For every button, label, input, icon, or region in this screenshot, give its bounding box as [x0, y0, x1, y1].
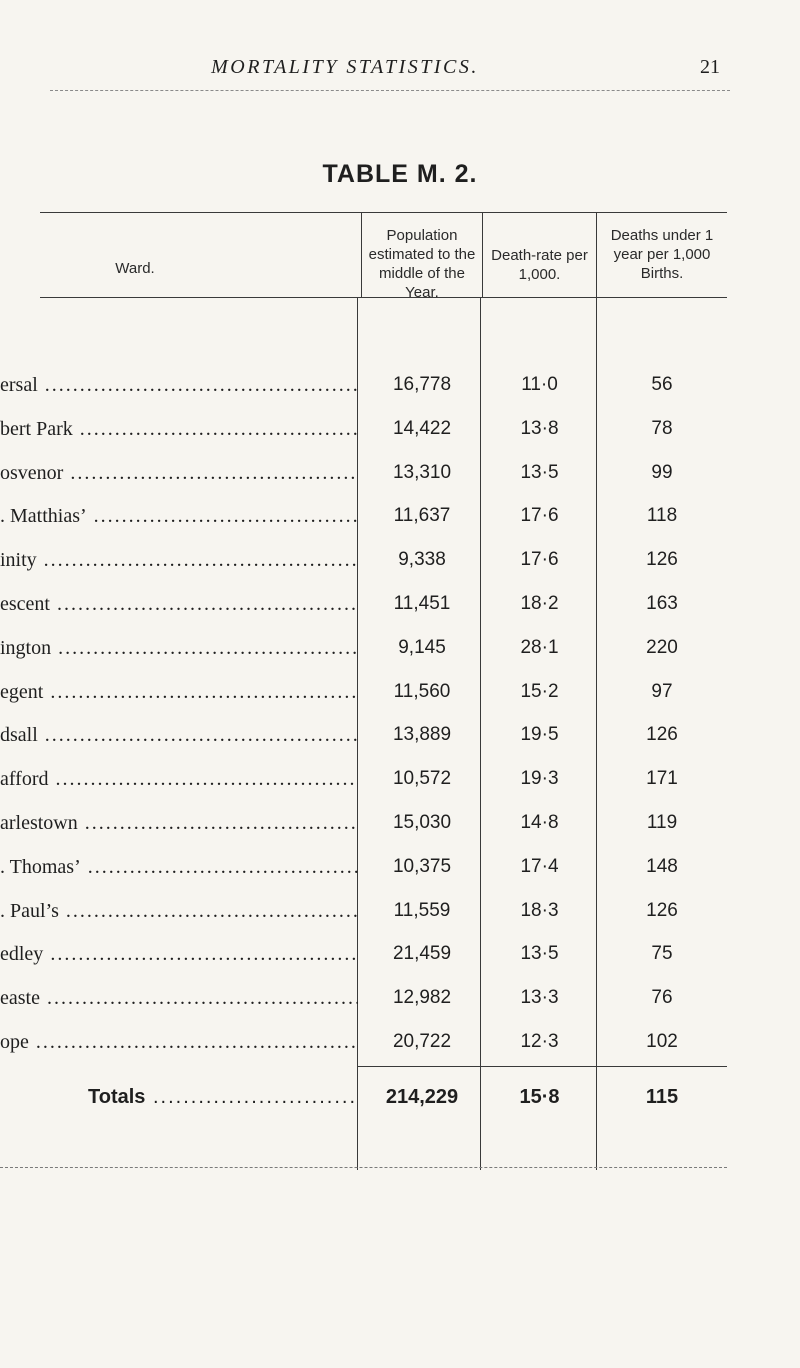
ward-name: osvenor ..... [0, 462, 358, 485]
infant-deaths-cell: 75 [651, 943, 673, 965]
population-cell: 9,338 [398, 549, 446, 571]
table-row [0, 462, 800, 502]
table-row [0, 505, 800, 545]
population-cell: 10,375 [392, 855, 452, 877]
totals-population: 214,229 [385, 1086, 459, 1108]
table-row [0, 856, 800, 896]
column-header-death-rate: Death-rate per 1,000. [491, 247, 588, 283]
death-rate-cell: 17·6 [520, 549, 559, 571]
table-row [0, 374, 800, 414]
totals-death-rate: 15·8 [519, 1086, 560, 1108]
death-rate-cell: 19·5 [520, 724, 559, 746]
death-rate-cell: 13·5 [520, 461, 559, 483]
running-title: MORTALITY STATISTICS. [211, 56, 479, 78]
population-cell: 9,145 [398, 636, 446, 658]
death-rate-cell: 11·0 [521, 374, 558, 395]
death-rate-cell: 12·3 [520, 1031, 559, 1052]
infant-deaths-cell: 56 [651, 374, 673, 395]
table-row [0, 593, 800, 633]
death-rate-cell: 19·3 [520, 768, 559, 790]
table-row [0, 637, 800, 677]
infant-deaths-cell: 148 [646, 855, 678, 877]
table-row [0, 681, 800, 721]
column-header-ward: Ward. [115, 260, 155, 277]
ward-name: easte ..... [0, 987, 358, 1010]
infant-deaths-cell: 171 [646, 768, 678, 790]
infant-deaths-cell: 119 [646, 812, 678, 833]
population-cell: 13,310 [392, 461, 452, 483]
infant-deaths-cell: 102 [646, 1031, 678, 1052]
totals-row [0, 1086, 800, 1126]
population-cell: 15,030 [392, 812, 452, 833]
death-rate-cell: 15·2 [520, 680, 559, 702]
death-rate-cell: 17·4 [520, 855, 559, 877]
table-row [0, 1031, 800, 1071]
ward-name: afford ..... [0, 768, 358, 791]
death-rate-cell: 13·3 [520, 987, 559, 1009]
population-cell: 11,637 [393, 505, 451, 527]
population-cell: 11,560 [393, 680, 451, 702]
table-row [0, 768, 800, 808]
infant-deaths-cell: 78 [651, 417, 673, 439]
table-bottom-rule [0, 1167, 727, 1168]
ward-name: . Matthias’ ..... [0, 505, 358, 528]
ward-name: bert Park ..... [0, 418, 358, 441]
ward-name: dsall ..... [0, 724, 358, 747]
population-cell: 14,422 [392, 417, 452, 439]
population-cell: 16,778 [392, 374, 452, 395]
totals-infant-deaths: 115 [645, 1086, 679, 1108]
table-row [0, 549, 800, 589]
infant-deaths-cell: 163 [646, 593, 678, 614]
ward-name: edley ..... [0, 943, 358, 966]
column-header-infant-deaths: Deaths under 1 year per 1,000 Births. [610, 227, 714, 282]
ward-name: ington ..... [0, 637, 358, 660]
population-cell: 21,459 [392, 943, 452, 965]
infant-deaths-cell: 126 [646, 724, 678, 746]
death-rate-cell: 18·2 [520, 593, 559, 614]
death-rate-cell: 13·8 [520, 417, 559, 439]
header-rule [50, 90, 730, 91]
ward-name: escent ..... [0, 593, 358, 616]
infant-deaths-cell: 76 [651, 987, 673, 1009]
table-top-rule [40, 212, 727, 213]
ward-name: ope ..... [0, 1031, 358, 1054]
infant-deaths-cell: 99 [651, 461, 673, 483]
infant-deaths-cell: 126 [646, 899, 678, 921]
death-rate-cell: 14·8 [520, 812, 559, 833]
totals-label: Totals ..... [88, 1086, 358, 1109]
ward-name: ersal ..... [0, 374, 358, 397]
ward-name: egent ..... [0, 681, 358, 704]
ward-name: . Thomas’ ..... [0, 856, 358, 879]
infant-deaths-cell: 118 [646, 505, 678, 527]
ward-name: arlestown ..... [0, 812, 358, 835]
page-number: 21 [700, 56, 720, 78]
population-cell: 20,722 [392, 1031, 452, 1052]
population-cell: 13,889 [392, 724, 452, 746]
table-row [0, 724, 800, 764]
table-title: TABLE M. 2. [322, 160, 478, 188]
population-cell: 11,559 [393, 899, 451, 921]
death-rate-cell: 18·3 [520, 899, 559, 921]
population-cell: 10,572 [392, 768, 452, 790]
death-rate-cell: 28·1 [520, 636, 559, 658]
table-row [0, 418, 800, 458]
running-head [200, 56, 720, 88]
infant-deaths-cell: 97 [651, 680, 673, 702]
column-header-population: Population estimated to the middle of the Year. [368, 227, 476, 301]
ward-name: . Paul’s ..... [0, 900, 358, 923]
infant-deaths-cell: 220 [646, 636, 678, 658]
table-row [0, 943, 800, 983]
death-rate-cell: 13·5 [520, 943, 559, 965]
population-cell: 12,982 [392, 987, 452, 1009]
table-row [0, 987, 800, 1027]
ward-name: inity ..... [0, 549, 358, 572]
death-rate-cell: 17·6 [520, 505, 559, 527]
table-row [0, 812, 800, 852]
infant-deaths-cell: 126 [646, 549, 678, 571]
population-cell: 11,451 [393, 593, 451, 614]
table-row [0, 900, 800, 940]
